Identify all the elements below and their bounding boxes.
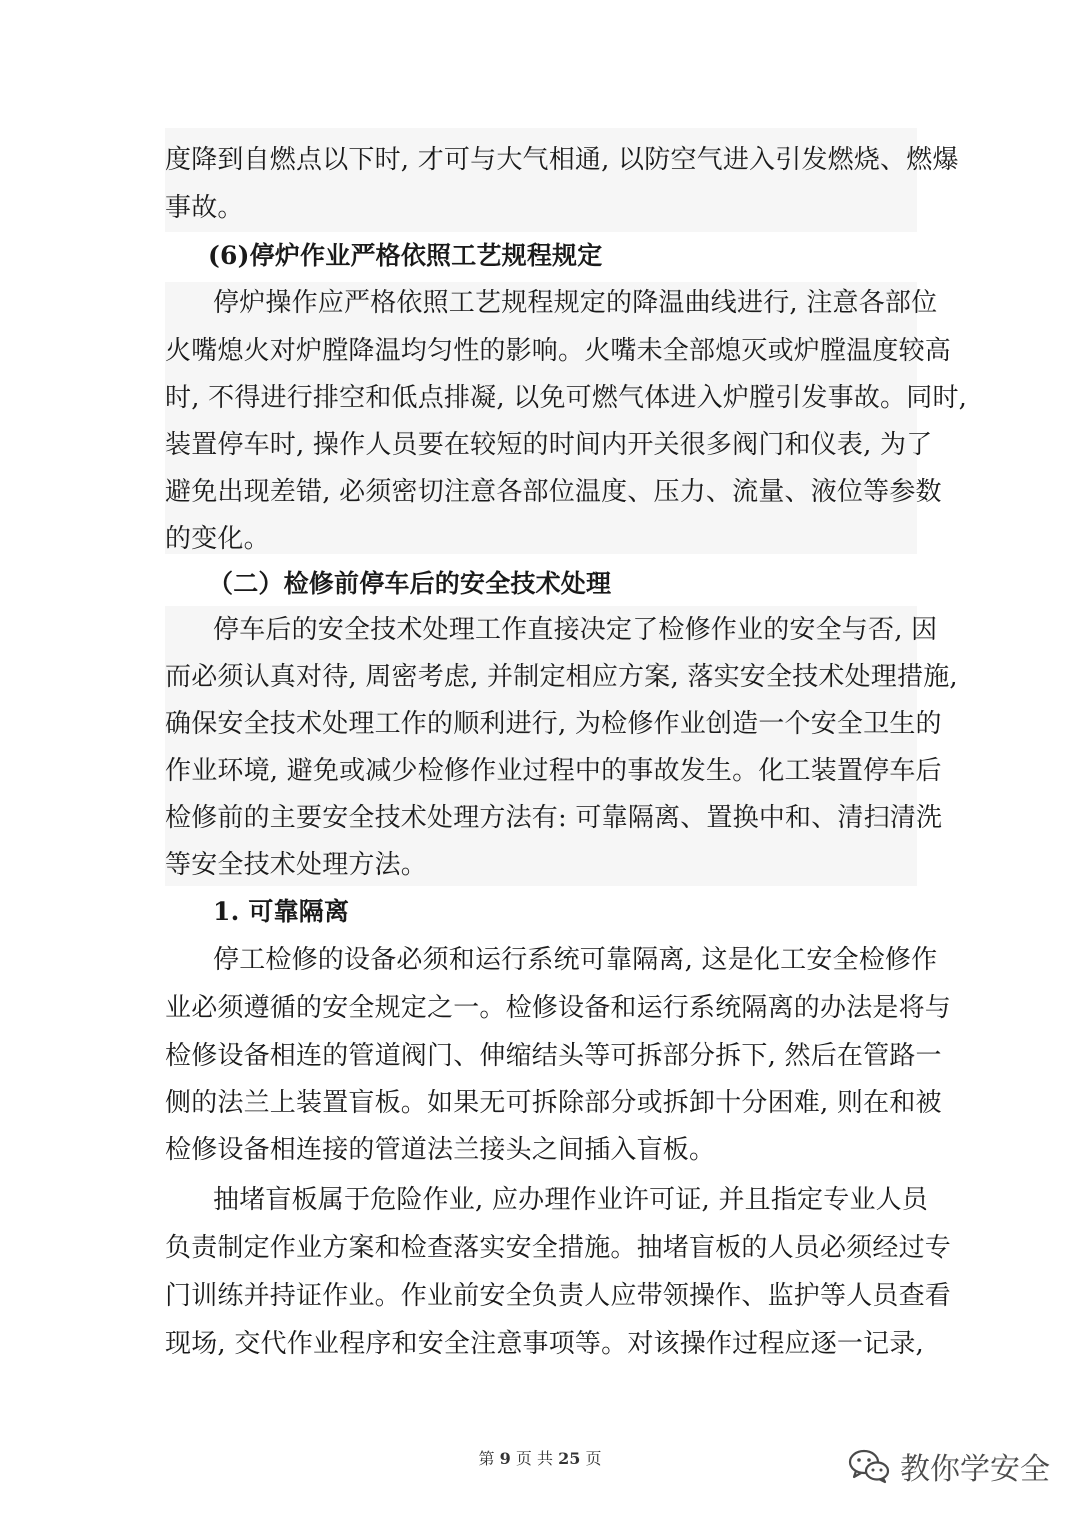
body-line: 确保安全技术处理工作的顺利进行, 为检修作业创造一个安全卫生的	[165, 709, 942, 739]
body-line: 停炉操作应严格依照工艺规程规定的降温曲线进行, 注意各部位	[213, 288, 938, 318]
footer-prefix: 第	[478, 1449, 495, 1468]
total-pages-number: 25	[558, 1449, 581, 1468]
body-line: 检修设备相连接的管道法兰接头之间插入盲板。	[165, 1135, 716, 1165]
body-line: 的变化。	[165, 524, 270, 554]
section-heading: （二）检修前停车后的安全技术处理	[208, 569, 612, 598]
body-line: 抽堵盲板属于危险作业, 应办理作业许可证, 并且指定专业人员	[213, 1185, 929, 1215]
body-line: 侧的法兰上装置盲板。如果无可拆除部分或拆卸十分困难, 则在和被	[165, 1088, 942, 1118]
footer-middle: 页 共	[515, 1449, 553, 1468]
section-heading: 1. 可靠隔离	[213, 897, 350, 926]
body-line: 业必须遵循的安全规定之一。检修设备和运行系统隔离的办法是将与	[165, 993, 952, 1023]
body-line: 作业环境, 避免或减少检修作业过程中的事故发生。化工装置停车后	[165, 756, 942, 786]
body-line: 火嘴熄火对炉膛降温均匀性的影响。火嘴未全部熄灭或炉膛温度较高	[165, 336, 952, 366]
body-line: 度降到自燃点以下时, 才可与大气相通, 以防空气进入引发燃烧、燃爆	[165, 145, 959, 175]
wechat-icon	[848, 1448, 890, 1484]
body-line: 装置停车时, 操作人员要在较短的时间内开关很多阀门和仪表, 为了	[165, 430, 933, 460]
body-line: 而必须认真对待, 周密考虑, 并制定相应方案, 落实安全技术处理措施,	[165, 662, 958, 692]
body-line: 事故。	[165, 193, 244, 223]
body-line: 现场, 交代作业程序和安全注意事项等。对该操作过程应逐一记录,	[165, 1329, 924, 1359]
body-line: 检修前的主要安全技术处理方法有: 可靠隔离、置换中和、清扫清洗	[165, 803, 943, 833]
body-line: 停车后的安全技术处理工作直接决定了检修作业的安全与否, 因	[213, 615, 938, 645]
body-line: 门训练并持证作业。作业前安全负责人应带领操作、监护等人员查看	[165, 1281, 952, 1311]
body-line: 停工检修的设备必须和运行系统可靠隔离, 这是化工安全检修作	[213, 945, 938, 975]
body-line: 检修设备相连的管道阀门、伸缩结头等可拆部分拆下, 然后在管路一	[165, 1041, 942, 1071]
body-line: 负责制定作业方案和检查落实安全措施。抽堵盲板的人员必须经过专	[165, 1233, 952, 1263]
watermark-text: 教你学安全	[900, 1452, 1050, 1487]
footer-suffix: 页	[585, 1449, 602, 1468]
body-line: 避免出现差错, 必须密切注意各部位温度、压力、流量、液位等参数	[165, 477, 942, 507]
section-heading: (6)停炉作业严格依照工艺规程规定	[208, 241, 603, 270]
current-page-number: 9	[499, 1449, 511, 1468]
body-line: 时, 不得进行排空和低点排凝, 以免可燃气体进入炉膛引发事故。同时,	[165, 383, 968, 413]
watermark	[848, 1444, 1050, 1488]
body-line: 等安全技术处理方法。	[165, 850, 428, 880]
